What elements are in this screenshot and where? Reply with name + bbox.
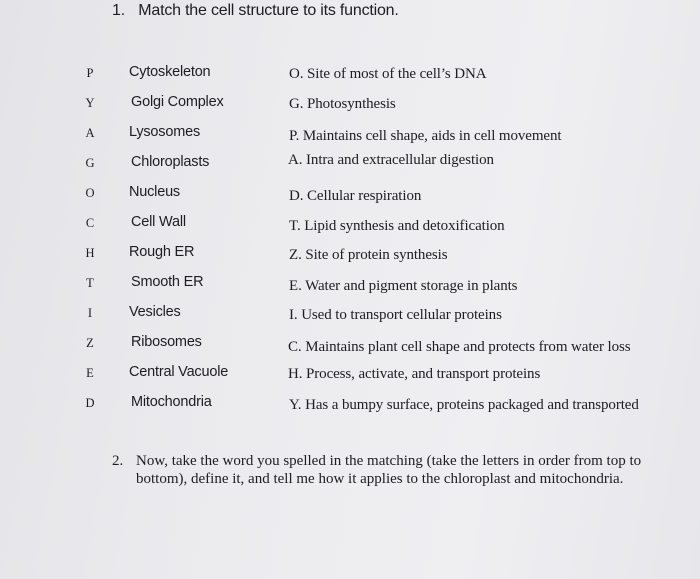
matching-row	[0, 62, 700, 92]
cell-function: D. Cellular respiration	[289, 188, 422, 204]
cell-structure: Central Vacuole	[129, 364, 229, 380]
question-1	[112, 2, 399, 20]
cell-function: G. Photosynthesis	[289, 96, 396, 112]
answer-letter: Z	[86, 336, 94, 350]
cell-function: T. Lipid synthesis and detoxification	[289, 218, 505, 234]
answer-letter: A	[85, 126, 95, 140]
cell-function: P. Maintains cell shape, aids in cell movement	[289, 128, 562, 144]
answer-letter: O	[85, 186, 95, 200]
cell-function: O. Site of most of the cell’s DNA	[289, 66, 487, 82]
cell-structure: Vesicles	[129, 304, 181, 320]
cell-structure: Cytoskeleton	[129, 64, 211, 80]
answer-letter: I	[87, 306, 93, 320]
cell-function: A. Intra and extracellular digestion	[288, 152, 494, 168]
cell-function: Z. Site of protein synthesis	[289, 247, 448, 263]
question-1-number: 1.	[112, 2, 125, 19]
cell-structure: Rough ER	[129, 244, 195, 260]
matching-row	[0, 362, 700, 392]
question-1-text: Match the cell structure to its function.	[138, 2, 399, 19]
cell-function: I. Used to transport cellular proteins	[289, 307, 502, 323]
answer-letter: H	[85, 246, 95, 260]
cell-structure: Smooth ER	[131, 274, 204, 290]
answer-letter: P	[86, 66, 94, 80]
matching-row	[0, 182, 700, 212]
matching-row	[0, 122, 700, 152]
answer-letter: G	[85, 156, 95, 170]
answer-letter: C	[85, 216, 95, 230]
matching-row	[0, 242, 700, 272]
matching-row	[0, 212, 700, 242]
cell-structure: Ribosomes	[131, 334, 202, 350]
matching-row	[0, 302, 700, 332]
matching-row	[0, 272, 700, 302]
cell-function: H. Process, activate, and transport proteins	[288, 366, 541, 382]
cell-structure: Mitochondria	[131, 394, 212, 410]
cell-structure: Nucleus	[129, 184, 180, 200]
question-2-number: 2.	[112, 453, 124, 469]
matching-row	[0, 92, 700, 122]
cell-function: Y. Has a bumpy surface, proteins packaged and transported	[289, 397, 639, 413]
question-2-text: Now, take the word you spelled in the matching (take the letters in order from top to bottom), define it, and tell me how it applies to the chloroplast and mitochondria.	[136, 453, 642, 487]
cell-structure: Golgi Complex	[131, 94, 224, 110]
answer-letter: E	[86, 366, 94, 380]
answer-letter: Y	[85, 96, 95, 110]
cell-structure: Cell Wall	[131, 214, 186, 230]
cell-structure: Chloroplasts	[131, 154, 210, 170]
matching-row	[0, 152, 700, 182]
answer-letter: D	[85, 396, 95, 410]
matching-row	[0, 332, 700, 362]
cell-function: C. Maintains plant cell shape and protects from water loss	[288, 339, 631, 355]
matching-row	[0, 392, 700, 422]
answer-letter: T	[86, 276, 94, 290]
cell-function: E. Water and pigment storage in plants	[289, 278, 518, 294]
cell-structure: Lysosomes	[129, 124, 200, 140]
